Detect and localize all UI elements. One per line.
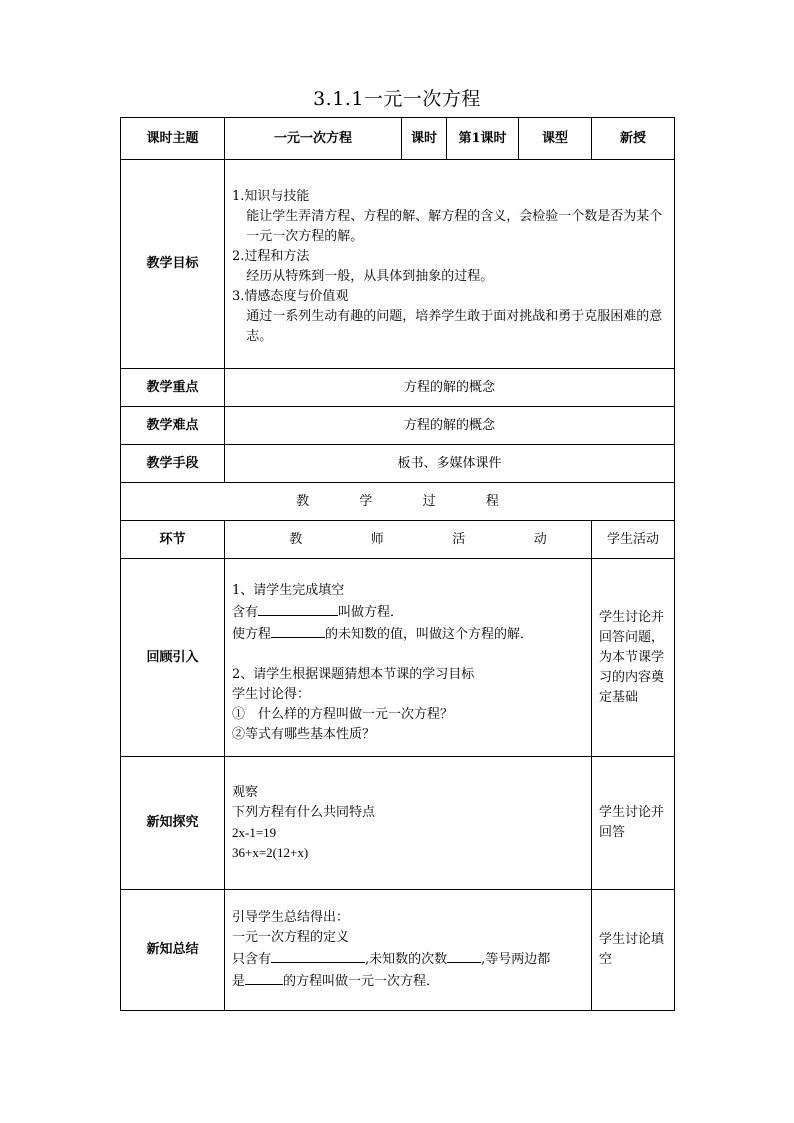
explore-teacher-activity: [225, 757, 592, 890]
goals-label: 教学目标: [121, 160, 225, 369]
goal-heading-3: 3.情感态度与价值观: [232, 288, 349, 304]
goal-heading-2: 2.过程和方法: [232, 248, 310, 264]
fill-blank: [271, 948, 365, 963]
process-title-char: 教: [296, 493, 310, 509]
goals-content: [225, 160, 675, 369]
review-text: 的未知数的值，叫做这个方程的解．: [325, 627, 534, 642]
equation-2: 36+x=2(12+x): [232, 845, 309, 860]
means-label: 教学手段: [121, 445, 225, 483]
review-line-5: 学生讨论得：: [232, 687, 311, 702]
header-row: [121, 118, 675, 160]
review-line-6: ① 什么样的方程叫做一元一次方程？: [232, 707, 454, 722]
goal-text-3: 通过一系列生动有趣的问题，培养学生敢于面对挑战和勇于克服困难的意志。: [246, 308, 663, 344]
difficulty-row: [121, 407, 675, 445]
review-teacher-activity: [225, 559, 592, 757]
topic-label: 课时主题: [121, 118, 225, 160]
focus-value: 方程的解的概念: [225, 369, 675, 407]
summary-text: 只含有: [232, 952, 272, 967]
focus-label: 教学重点: [121, 369, 225, 407]
means-value: 板书、多媒体课件: [225, 445, 675, 483]
process-columns-row: [121, 521, 675, 559]
summary-text: ,等号两边都: [481, 952, 551, 967]
means-row: [121, 445, 675, 483]
goal-text-2: 经历从特殊到一般，从具体到抽象的过程。: [246, 268, 494, 284]
review-stage-label: 回顾引入: [121, 559, 225, 757]
process-title-char: 学: [359, 493, 373, 509]
summary-text: ,未知数的次数: [365, 952, 448, 967]
goal-text-1: 能让学生弄清方程、方程的解、解方程的含义，会检验一个数是否为某个一元一次方程的解。: [246, 208, 663, 244]
process-title-char: 过: [422, 493, 436, 509]
topic-value: 一元一次方程: [225, 118, 402, 160]
explore-stage-label: 新知探究: [121, 757, 225, 890]
document-title: 3.1.1一元一次方程: [313, 88, 481, 110]
period-label: 课时: [402, 118, 447, 160]
review-line-2: [232, 601, 585, 623]
summary-stage-label: 新知总结: [121, 890, 225, 1011]
review-text: 使方程: [232, 627, 272, 642]
goal-heading-1: 1.知识与技能: [232, 188, 310, 204]
teacher-column-header: [225, 521, 592, 559]
stage-column-header: 环节: [121, 521, 225, 559]
review-row: [121, 559, 675, 757]
summary-line-4: [232, 970, 585, 992]
fill-blank: [258, 601, 338, 616]
review-line-1: 1、请学生完成填空: [232, 583, 345, 598]
explore-row: [121, 757, 675, 890]
review-text: 叫做方程．: [338, 605, 404, 620]
lesson-plan-table: [120, 117, 675, 1011]
review-line-7: ②等式有哪些基本性质？: [232, 727, 376, 742]
fill-blank: [447, 948, 481, 963]
teacher-header-char: 师: [370, 531, 384, 547]
summary-line-1: 引导学生总结得出：: [232, 910, 350, 925]
explore-line-2: 下列方程有什么共同特点: [232, 805, 376, 820]
type-label: 课型: [519, 118, 592, 160]
review-student-activity: 学生讨论并回答问题，为本节课学习的内容奠定基础: [592, 559, 675, 757]
review-line-3: [232, 623, 585, 645]
goals-row: [121, 160, 675, 369]
process-title: [121, 483, 675, 521]
teacher-header-char: 活: [452, 531, 466, 547]
summary-teacher-activity: [225, 890, 592, 1011]
summary-text: 是: [232, 974, 246, 989]
focus-row: [121, 369, 675, 407]
review-text: 含有: [232, 605, 259, 620]
fill-blank: [271, 623, 325, 638]
type-value: 新授: [592, 118, 675, 160]
difficulty-label: 教学难点: [121, 407, 225, 445]
process-title-char: 程: [485, 493, 499, 509]
explore-student-activity: 学生讨论并回答: [592, 757, 675, 890]
difficulty-value: 方程的解的概念: [225, 407, 675, 445]
summary-row: [121, 890, 675, 1011]
summary-line-2: 一元一次方程的定义: [232, 930, 350, 945]
process-title-row: [121, 483, 675, 521]
explore-line-1: 观察: [232, 785, 259, 800]
summary-text: 的方程叫做一元一次方程．: [283, 974, 440, 989]
summary-line-3: [232, 948, 585, 970]
student-column-header: 学生活动: [592, 521, 675, 559]
summary-student-activity: 学生讨论填空: [592, 890, 675, 1011]
equation-1: 2x-1=19: [232, 825, 277, 840]
period-value: 第1课时: [447, 118, 519, 160]
teacher-header-char: 教: [289, 531, 303, 547]
review-line-4: 2、请学生根据课题猜想本节课的学习目标: [232, 667, 475, 682]
fill-blank: [245, 970, 283, 985]
teacher-header-char: 动: [533, 531, 547, 547]
